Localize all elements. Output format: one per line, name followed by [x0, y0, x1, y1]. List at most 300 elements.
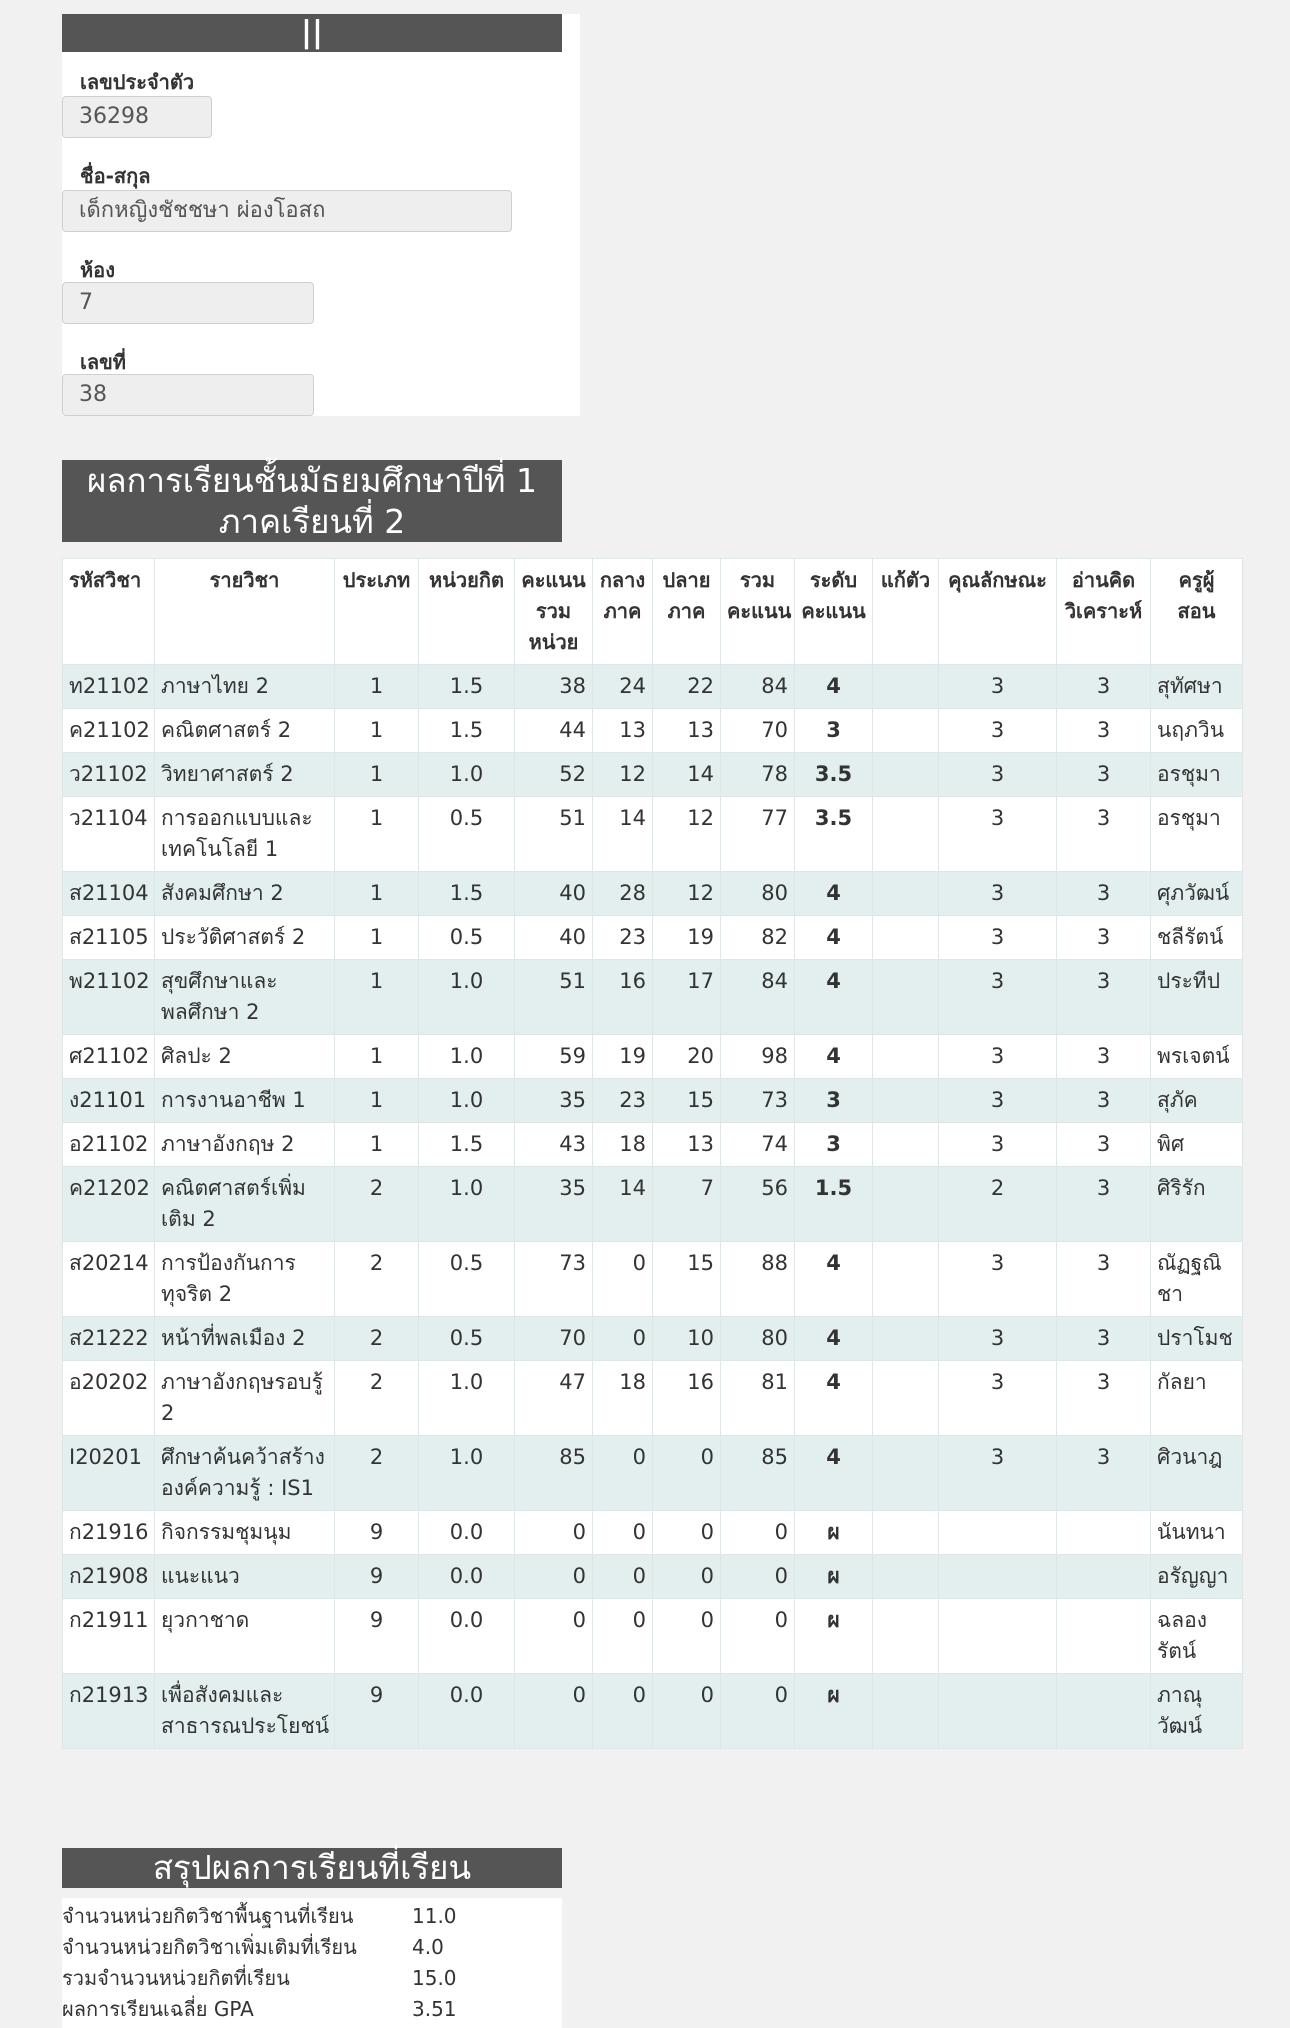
teacher-cell: ประทีป: [1151, 960, 1243, 1035]
teacher-cell: ภาณุวัฒน์: [1151, 1674, 1243, 1749]
total-score-cell: 0: [721, 1511, 795, 1555]
final-score-cell: 12: [653, 872, 721, 916]
subject-code-cell: ก21913: [63, 1674, 155, 1749]
subject-name-cell: การป้องกันการทุจริต 2: [155, 1242, 335, 1317]
subject-type-cell: 1: [335, 960, 419, 1035]
credit-cell: 1.0: [419, 1361, 515, 1436]
retake-cell: [873, 960, 939, 1035]
subject-code-cell: พ21102: [63, 960, 155, 1035]
retake-cell: [873, 1511, 939, 1555]
midterm-score-cell: 14: [593, 1167, 653, 1242]
subject-name-cell: การออกแบบและเทคโนโลยี 1: [155, 797, 335, 872]
grade-cell: 4: [795, 916, 873, 960]
teacher-cell: ศุภวัฒน์: [1151, 872, 1243, 916]
midterm-score-cell: 0: [593, 1436, 653, 1511]
subject-type-cell: 1: [335, 797, 419, 872]
teacher-cell: ฉลองรัตน์: [1151, 1599, 1243, 1674]
subject-name-cell: วิทยาศาสตร์ 2: [155, 753, 335, 797]
attribute-cell: [939, 1599, 1057, 1674]
unit-score-cell: 0: [515, 1511, 593, 1555]
grades-table: [62, 558, 1243, 1749]
unit-score-cell: 73: [515, 1242, 593, 1317]
midterm-score-cell: 0: [593, 1555, 653, 1599]
reading-cell: 3: [1057, 1242, 1151, 1317]
teacher-cell: กัลยา: [1151, 1361, 1243, 1436]
table-row: [63, 1599, 1243, 1674]
summary-label: รวมจำนวนหน่วยกิตที่เรียน: [62, 1966, 290, 1990]
reading-cell: [1057, 1511, 1151, 1555]
total-score-cell: 88: [721, 1242, 795, 1317]
reading-cell: 3: [1057, 797, 1151, 872]
reading-cell: 3: [1057, 1035, 1151, 1079]
credit-cell: 1.0: [419, 753, 515, 797]
subject-name-cell: คณิตศาสตร์เพิ่มเติม 2: [155, 1167, 335, 1242]
subject-name-cell: กิจกรรมชุมนุม: [155, 1511, 335, 1555]
grade-cell: 4: [795, 960, 873, 1035]
student-id-field[interactable]: 36298: [62, 96, 212, 138]
credit-cell: 1.0: [419, 1167, 515, 1242]
attribute-cell: 3: [939, 797, 1057, 872]
subject-type-cell: 1: [335, 665, 419, 709]
subject-code-cell: ส21104: [63, 872, 155, 916]
subject-code-cell: ง21101: [63, 1079, 155, 1123]
subject-type-cell: 1: [335, 709, 419, 753]
reading-cell: 3: [1057, 1317, 1151, 1361]
retake-cell: [873, 916, 939, 960]
subject-name-cell: สุขศึกษาและพลศึกษา 2: [155, 960, 335, 1035]
reading-cell: 3: [1057, 1123, 1151, 1167]
subject-type-cell: 9: [335, 1555, 419, 1599]
unit-score-cell: 85: [515, 1436, 593, 1511]
reading-cell: 3: [1057, 1436, 1151, 1511]
unit-score-cell: 70: [515, 1317, 593, 1361]
subject-code-cell: ค21202: [63, 1167, 155, 1242]
subject-type-cell: 1: [335, 1035, 419, 1079]
midterm-score-cell: 14: [593, 797, 653, 872]
subject-type-cell: 1: [335, 753, 419, 797]
table-header-row: [63, 559, 1243, 665]
subject-code-cell: ท21102: [63, 665, 155, 709]
room-label: ห้อง: [80, 258, 115, 282]
total-score-cell: 82: [721, 916, 795, 960]
unit-score-cell: 52: [515, 753, 593, 797]
grade-cell: 4: [795, 872, 873, 916]
teacher-cell: อรชุมา: [1151, 753, 1243, 797]
grade-cell: 4: [795, 1361, 873, 1436]
subject-type-cell: 2: [335, 1167, 419, 1242]
grades-table-body: [63, 665, 1243, 1749]
reading-cell: [1057, 1599, 1151, 1674]
summary-title-bar: สรุปผลการเรียนที่เรียน: [62, 1848, 562, 1888]
final-score-cell: 15: [653, 1242, 721, 1317]
total-score-cell: 70: [721, 709, 795, 753]
subject-type-cell: 9: [335, 1511, 419, 1555]
retake-cell: [873, 709, 939, 753]
subject-name-cell: สังคมศึกษา 2: [155, 872, 335, 916]
total-score-cell: 98: [721, 1035, 795, 1079]
number-label: เลขที่: [80, 350, 126, 374]
midterm-score-cell: 13: [593, 709, 653, 753]
subject-type-cell: 2: [335, 1242, 419, 1317]
retake-cell: [873, 1599, 939, 1674]
teacher-cell: ศิวนาฎ: [1151, 1436, 1243, 1511]
number-field[interactable]: 38: [62, 374, 314, 416]
final-score-cell: 0: [653, 1674, 721, 1749]
reading-cell: 3: [1057, 872, 1151, 916]
grade-cell: 4: [795, 1242, 873, 1317]
final-score-cell: 0: [653, 1511, 721, 1555]
col-credit-header: หน่วยกิต: [419, 559, 515, 665]
summary-label: จำนวนหน่วยกิตวิชาพื้นฐานที่เรียน: [62, 1904, 354, 1928]
teacher-cell: พรเจตน์: [1151, 1035, 1243, 1079]
subject-code-cell: ก21908: [63, 1555, 155, 1599]
col-subject-name-header: รายวิชา: [155, 559, 335, 665]
subject-name-cell: ประวัติศาสตร์ 2: [155, 916, 335, 960]
teacher-cell: สุทัศษา: [1151, 665, 1243, 709]
retake-cell: [873, 753, 939, 797]
grade-cell: ผ: [795, 1674, 873, 1749]
reading-cell: 3: [1057, 665, 1151, 709]
teacher-cell: ชลีรัตน์: [1151, 916, 1243, 960]
results-table-wrap: [62, 558, 1242, 1749]
subject-code-cell: ส21222: [63, 1317, 155, 1361]
results-title-line1: ผลการเรียนชั้นมัธยมศึกษาปีที่ 1: [86, 461, 538, 500]
table-row: [63, 1123, 1243, 1167]
total-score-cell: 84: [721, 665, 795, 709]
final-score-cell: 15: [653, 1079, 721, 1123]
credit-cell: 1.5: [419, 1123, 515, 1167]
subject-code-cell: ว21104: [63, 797, 155, 872]
retake-cell: [873, 1167, 939, 1242]
credit-cell: 0.0: [419, 1674, 515, 1749]
table-row: [63, 1674, 1243, 1749]
total-score-cell: 78: [721, 753, 795, 797]
reading-cell: 3: [1057, 709, 1151, 753]
teacher-cell: นันทนา: [1151, 1511, 1243, 1555]
table-row: [63, 1317, 1243, 1361]
col-midterm-header: กลาง ภาค: [593, 559, 653, 665]
final-score-cell: 19: [653, 916, 721, 960]
unit-score-cell: 38: [515, 665, 593, 709]
summary-label: จำนวนหน่วยกิตวิชาเพิ่มเติมที่เรียน: [62, 1935, 357, 1959]
retake-cell: [873, 1555, 939, 1599]
retake-cell: [873, 1436, 939, 1511]
grade-cell: 3: [795, 1123, 873, 1167]
unit-score-cell: 43: [515, 1123, 593, 1167]
reading-cell: 3: [1057, 916, 1151, 960]
final-score-cell: 14: [653, 753, 721, 797]
subject-type-cell: 1: [335, 1123, 419, 1167]
midterm-score-cell: 19: [593, 1035, 653, 1079]
table-row: [63, 1167, 1243, 1242]
midterm-score-cell: 18: [593, 1361, 653, 1436]
info-header-bar: ||: [62, 14, 562, 52]
attribute-cell: [939, 1674, 1057, 1749]
col-attribute-header: คุณลักษณะ: [939, 559, 1057, 665]
attribute-cell: 3: [939, 1436, 1057, 1511]
teacher-cell: อรัญญา: [1151, 1555, 1243, 1599]
attribute-cell: 3: [939, 960, 1057, 1035]
subject-code-cell: ค21102: [63, 709, 155, 753]
final-score-cell: 22: [653, 665, 721, 709]
subject-type-cell: 2: [335, 1317, 419, 1361]
teacher-cell: ณัฏฐณิชา: [1151, 1242, 1243, 1317]
results-title-line2: ภาคเรียนที่ 2: [218, 502, 406, 541]
credit-cell: 1.0: [419, 960, 515, 1035]
attribute-cell: 3: [939, 872, 1057, 916]
reading-cell: 3: [1057, 1079, 1151, 1123]
total-score-cell: 74: [721, 1123, 795, 1167]
subject-code-cell: I20201: [63, 1436, 155, 1511]
credit-cell: 0.0: [419, 1599, 515, 1674]
summary-box: [62, 1898, 562, 2028]
subject-name-cell: การงานอาชีพ 1: [155, 1079, 335, 1123]
col-retake-header: แก้ตัว: [873, 559, 939, 665]
subject-name-cell: ยุวกาชาด: [155, 1599, 335, 1674]
credit-cell: 0.0: [419, 1555, 515, 1599]
attribute-cell: 3: [939, 1123, 1057, 1167]
col-subject-code-header: รหัสวิชา: [63, 559, 155, 665]
total-score-cell: 80: [721, 1317, 795, 1361]
unit-score-cell: 0: [515, 1599, 593, 1674]
subject-type-cell: 9: [335, 1674, 419, 1749]
total-score-cell: 73: [721, 1079, 795, 1123]
attribute-cell: 3: [939, 1242, 1057, 1317]
results-title-bar: [62, 460, 562, 542]
credit-cell: 0.5: [419, 1242, 515, 1317]
credit-cell: 1.0: [419, 1079, 515, 1123]
unit-score-cell: 0: [515, 1555, 593, 1599]
total-score-cell: 84: [721, 960, 795, 1035]
subject-code-cell: ก21911: [63, 1599, 155, 1674]
unit-score-cell: 51: [515, 797, 593, 872]
retake-cell: [873, 1361, 939, 1436]
unit-score-cell: 44: [515, 709, 593, 753]
midterm-score-cell: 23: [593, 1079, 653, 1123]
unit-score-cell: 47: [515, 1361, 593, 1436]
grade-cell: 4: [795, 1035, 873, 1079]
midterm-score-cell: 18: [593, 1123, 653, 1167]
attribute-cell: 3: [939, 753, 1057, 797]
teacher-cell: สุภัค: [1151, 1079, 1243, 1123]
teacher-cell: พิศ: [1151, 1123, 1243, 1167]
subject-type-cell: 1: [335, 916, 419, 960]
retake-cell: [873, 1079, 939, 1123]
subject-name-cell: ภาษาอังกฤษรอบรู้ 2: [155, 1361, 335, 1436]
attribute-cell: 3: [939, 1361, 1057, 1436]
credit-cell: 0.5: [419, 1317, 515, 1361]
grade-cell: 3.5: [795, 753, 873, 797]
subject-name-cell: ศิลปะ 2: [155, 1035, 335, 1079]
grade-cell: 3.5: [795, 797, 873, 872]
table-row: [63, 916, 1243, 960]
attribute-cell: 3: [939, 1035, 1057, 1079]
retake-cell: [873, 665, 939, 709]
unit-score-cell: 59: [515, 1035, 593, 1079]
table-row: [63, 960, 1243, 1035]
final-score-cell: 0: [653, 1599, 721, 1674]
retake-cell: [873, 1242, 939, 1317]
teacher-cell: นฤภวิน: [1151, 709, 1243, 753]
subject-code-cell: ศ21102: [63, 1035, 155, 1079]
col-grade-header: ระดับ คะแนน: [795, 559, 873, 665]
retake-cell: [873, 872, 939, 916]
midterm-score-cell: 28: [593, 872, 653, 916]
table-row: [63, 709, 1243, 753]
table-row: [63, 1079, 1243, 1123]
student-info-card: [62, 14, 580, 416]
attribute-cell: 2: [939, 1167, 1057, 1242]
subject-code-cell: ว21102: [63, 753, 155, 797]
credit-cell: 1.5: [419, 665, 515, 709]
total-score-cell: 81: [721, 1361, 795, 1436]
retake-cell: [873, 1317, 939, 1361]
summary-value: 4.0: [412, 1935, 444, 1959]
subject-code-cell: ส20214: [63, 1242, 155, 1317]
table-row: [63, 665, 1243, 709]
teacher-cell: ศิริรัก: [1151, 1167, 1243, 1242]
unit-score-cell: 0: [515, 1674, 593, 1749]
total-score-cell: 80: [721, 872, 795, 916]
table-row: [63, 1436, 1243, 1511]
col-total-header: รวม คะแนน: [721, 559, 795, 665]
midterm-score-cell: 0: [593, 1599, 653, 1674]
summary-value: 15.0: [412, 1966, 457, 1990]
final-score-cell: 7: [653, 1167, 721, 1242]
midterm-score-cell: 0: [593, 1242, 653, 1317]
grade-cell: 4: [795, 1317, 873, 1361]
midterm-score-cell: 12: [593, 753, 653, 797]
reading-cell: 3: [1057, 753, 1151, 797]
final-score-cell: 0: [653, 1436, 721, 1511]
credit-cell: 0.5: [419, 916, 515, 960]
midterm-score-cell: 23: [593, 916, 653, 960]
student-id-label: เลขประจำตัว: [80, 70, 195, 94]
subject-name-cell: คณิตศาสตร์ 2: [155, 709, 335, 753]
col-type-header: ประเภท: [335, 559, 419, 665]
attribute-cell: 3: [939, 709, 1057, 753]
unit-score-cell: 51: [515, 960, 593, 1035]
final-score-cell: 10: [653, 1317, 721, 1361]
unit-score-cell: 40: [515, 872, 593, 916]
subject-name-cell: ศึกษาค้นคว้าสร้างองค์ความรู้ : IS1: [155, 1436, 335, 1511]
room-field[interactable]: 7: [62, 282, 314, 324]
reading-cell: 3: [1057, 960, 1151, 1035]
col-unit-score-header: คะแนน รวม หน่วย: [515, 559, 593, 665]
subject-name-cell: เพื่อสังคมและสาธารณประโยชน์: [155, 1674, 335, 1749]
table-row: [63, 753, 1243, 797]
attribute-cell: 3: [939, 916, 1057, 960]
summary-value: 3.51: [412, 1997, 457, 2021]
subject-type-cell: 2: [335, 1436, 419, 1511]
teacher-cell: อรชุมา: [1151, 797, 1243, 872]
grade-cell: 4: [795, 665, 873, 709]
total-score-cell: 0: [721, 1674, 795, 1749]
credit-cell: 0.5: [419, 797, 515, 872]
grade-cell: 3: [795, 709, 873, 753]
final-score-cell: 0: [653, 1555, 721, 1599]
attribute-cell: [939, 1511, 1057, 1555]
subject-code-cell: อ20202: [63, 1361, 155, 1436]
table-row: [63, 1035, 1243, 1079]
unit-score-cell: 35: [515, 1079, 593, 1123]
col-reading-header: อ่านคิด วิเคราะห์: [1057, 559, 1151, 665]
subject-code-cell: ก21916: [63, 1511, 155, 1555]
unit-score-cell: 40: [515, 916, 593, 960]
subject-type-cell: 1: [335, 872, 419, 916]
midterm-score-cell: 24: [593, 665, 653, 709]
attribute-cell: 3: [939, 1079, 1057, 1123]
teacher-cell: ปราโมช: [1151, 1317, 1243, 1361]
table-row: [63, 1242, 1243, 1317]
subject-code-cell: ส21105: [63, 916, 155, 960]
retake-cell: [873, 1123, 939, 1167]
subject-type-cell: 9: [335, 1599, 419, 1674]
table-row: [63, 1361, 1243, 1436]
grade-cell: ผ: [795, 1511, 873, 1555]
attribute-cell: 3: [939, 1317, 1057, 1361]
reading-cell: [1057, 1555, 1151, 1599]
attribute-cell: [939, 1555, 1057, 1599]
final-score-cell: 17: [653, 960, 721, 1035]
total-score-cell: 85: [721, 1436, 795, 1511]
midterm-score-cell: 0: [593, 1674, 653, 1749]
midterm-score-cell: 0: [593, 1511, 653, 1555]
credit-cell: 1.0: [419, 1436, 515, 1511]
total-score-cell: 0: [721, 1555, 795, 1599]
grade-cell: 3: [795, 1079, 873, 1123]
table-row: [63, 1555, 1243, 1599]
grade-cell: 1.5: [795, 1167, 873, 1242]
credit-cell: 0.0: [419, 1511, 515, 1555]
midterm-score-cell: 0: [593, 1317, 653, 1361]
subject-code-cell: อ21102: [63, 1123, 155, 1167]
col-final-header: ปลาย ภาค: [653, 559, 721, 665]
subject-type-cell: 1: [335, 1079, 419, 1123]
subject-name-cell: ภาษาอังกฤษ 2: [155, 1123, 335, 1167]
grade-cell: ผ: [795, 1599, 873, 1674]
total-score-cell: 56: [721, 1167, 795, 1242]
midterm-score-cell: 16: [593, 960, 653, 1035]
credit-cell: 1.0: [419, 1035, 515, 1079]
table-row: [63, 1511, 1243, 1555]
final-score-cell: 20: [653, 1035, 721, 1079]
credit-cell: 1.5: [419, 872, 515, 916]
summary-value: 11.0: [412, 1904, 457, 1928]
name-label: ชื่อ-สกุล: [80, 164, 151, 188]
summary-label: ผลการเรียนเฉลี่ย GPA: [62, 1997, 254, 2021]
table-row: [63, 797, 1243, 872]
subject-type-cell: 2: [335, 1361, 419, 1436]
reading-cell: [1057, 1674, 1151, 1749]
reading-cell: 3: [1057, 1167, 1151, 1242]
unit-score-cell: 35: [515, 1167, 593, 1242]
total-score-cell: 0: [721, 1599, 795, 1674]
subject-name-cell: หน้าที่พลเมือง 2: [155, 1317, 335, 1361]
reading-cell: 3: [1057, 1361, 1151, 1436]
total-score-cell: 77: [721, 797, 795, 872]
retake-cell: [873, 1674, 939, 1749]
subject-name-cell: ภาษาไทย 2: [155, 665, 335, 709]
grade-cell: 4: [795, 1436, 873, 1511]
col-teacher-header: ครูผู้ สอน: [1151, 559, 1243, 665]
grade-cell: ผ: [795, 1555, 873, 1599]
retake-cell: [873, 1035, 939, 1079]
name-field[interactable]: เด็กหญิงชัชชษา ผ่องโอสถ: [62, 190, 512, 232]
subject-name-cell: แนะแนว: [155, 1555, 335, 1599]
table-row: [63, 872, 1243, 916]
credit-cell: 1.5: [419, 709, 515, 753]
